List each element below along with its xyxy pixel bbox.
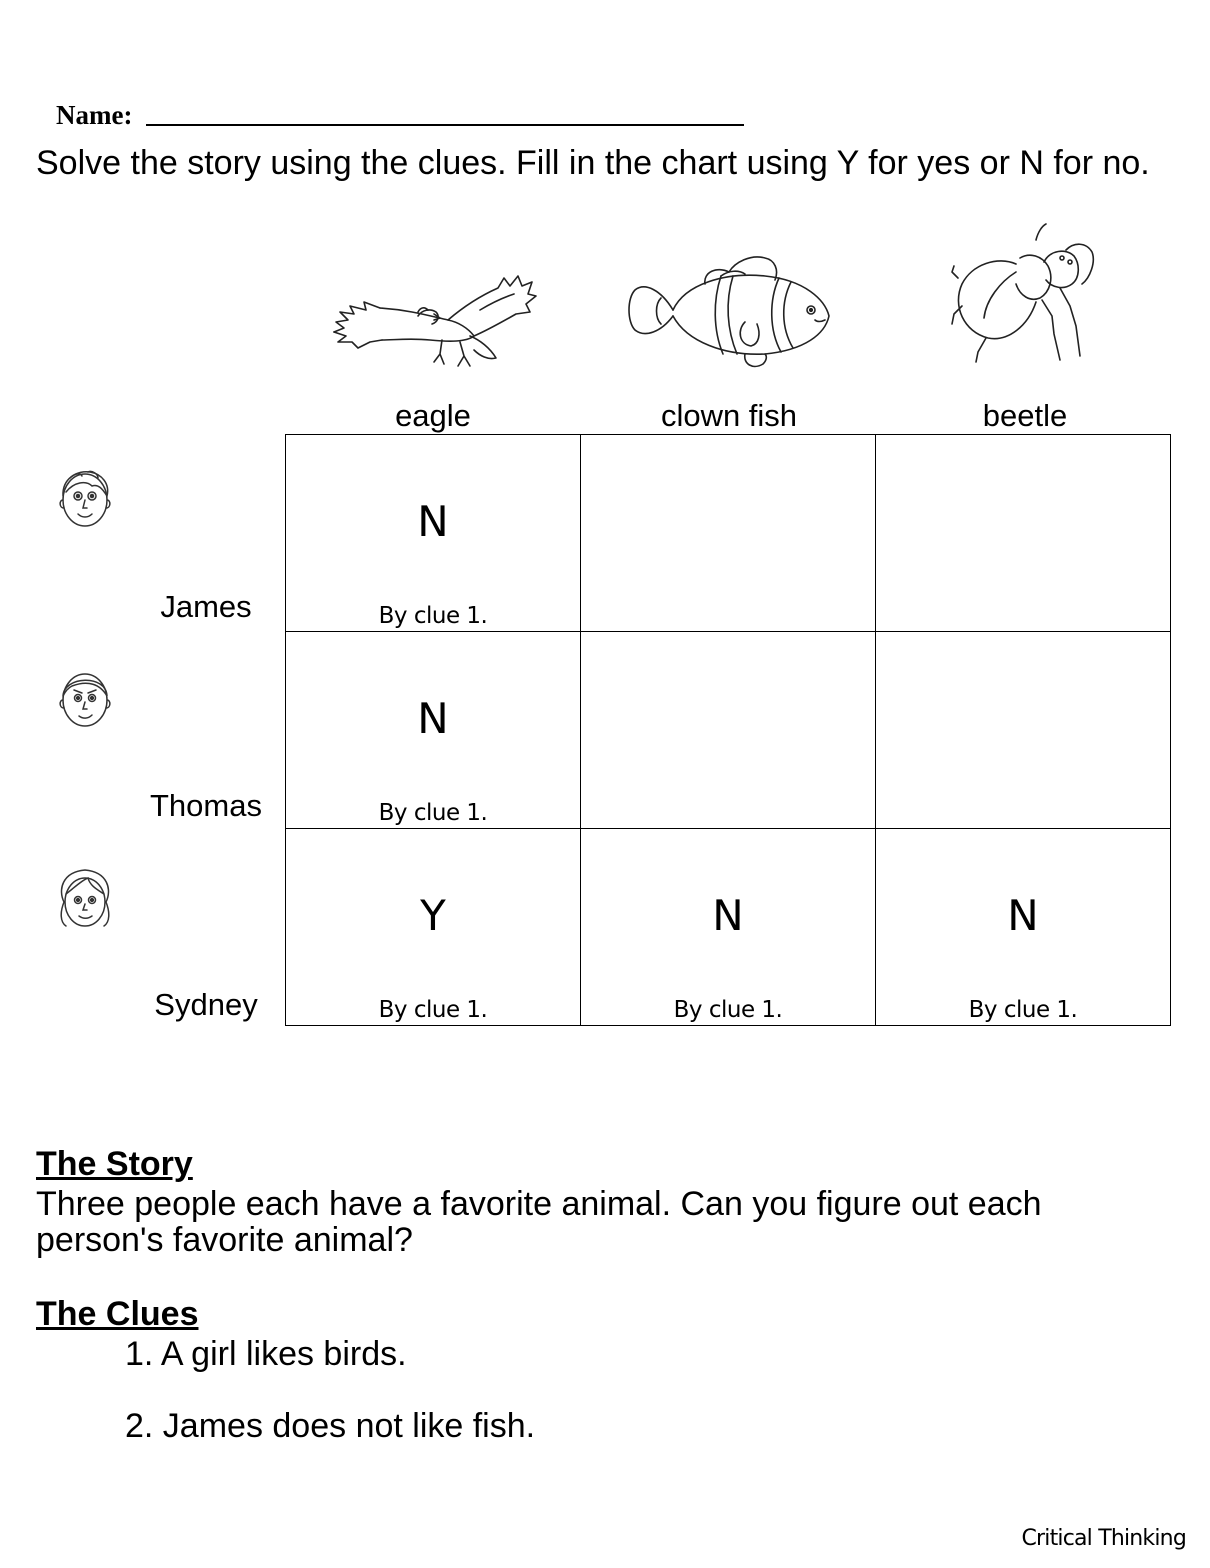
name-label: Name:	[56, 100, 133, 130]
row-label-thomas: Thomas	[150, 788, 262, 823]
cell-note: By clue 1.	[378, 997, 488, 1023]
name-line[interactable]	[146, 124, 744, 126]
cell-mark: N	[417, 497, 449, 546]
cell-mark: Y	[420, 891, 446, 940]
cell-mark: N	[1007, 891, 1039, 940]
cell-mark: N	[417, 694, 449, 743]
grid-cell[interactable]	[876, 829, 1171, 1026]
row-label-james: James	[160, 589, 252, 624]
grid-cell[interactable]	[581, 435, 876, 632]
eagle-icon	[330, 270, 540, 375]
cell-note: By clue 1.	[968, 997, 1078, 1023]
grid-cell[interactable]	[581, 829, 876, 1026]
cell-mark: N	[712, 891, 744, 940]
clue-item: 2. James does not like fish.	[125, 1407, 536, 1445]
column-header-beetle: beetle	[982, 398, 1068, 433]
grid-row-sydney	[286, 829, 1171, 1026]
beetle-icon	[950, 222, 1100, 367]
clue-item: 1. A girl likes birds.	[125, 1335, 407, 1373]
story-heading: The Story	[36, 1145, 193, 1183]
boy-face-icon	[52, 466, 118, 532]
story-text: Three people each have a favorite animal. Can you figure out each person's favorite animal?	[36, 1185, 1042, 1259]
clues-heading: The Clues	[36, 1295, 199, 1333]
grid-cell[interactable]	[876, 632, 1171, 829]
cell-note: By clue 1.	[673, 997, 783, 1023]
cell-note: By clue 1.	[378, 603, 488, 629]
boy-face-icon	[52, 666, 118, 732]
instructions: Solve the story using the clues. Fill in the chart using Y for yes or N for no.	[36, 144, 1150, 182]
grid-cell[interactable]	[286, 435, 581, 632]
girl-face-icon	[52, 866, 118, 932]
grid-cell[interactable]	[876, 435, 1171, 632]
column-header-clown-fish: clown fish	[660, 398, 798, 433]
grid-row-thomas	[286, 632, 1171, 829]
grid-cell[interactable]	[286, 829, 581, 1026]
grid-row-james	[286, 435, 1171, 632]
column-header-eagle: eagle	[395, 398, 471, 433]
grid-cell[interactable]	[286, 632, 581, 829]
logic-grid	[285, 434, 1171, 1026]
grid-cell[interactable]	[581, 632, 876, 829]
footer-label: Critical Thinking	[1021, 1526, 1186, 1551]
row-label-sydney: Sydney	[154, 987, 258, 1022]
clown-fish-icon	[625, 250, 835, 375]
cell-note: By clue 1.	[378, 800, 488, 826]
